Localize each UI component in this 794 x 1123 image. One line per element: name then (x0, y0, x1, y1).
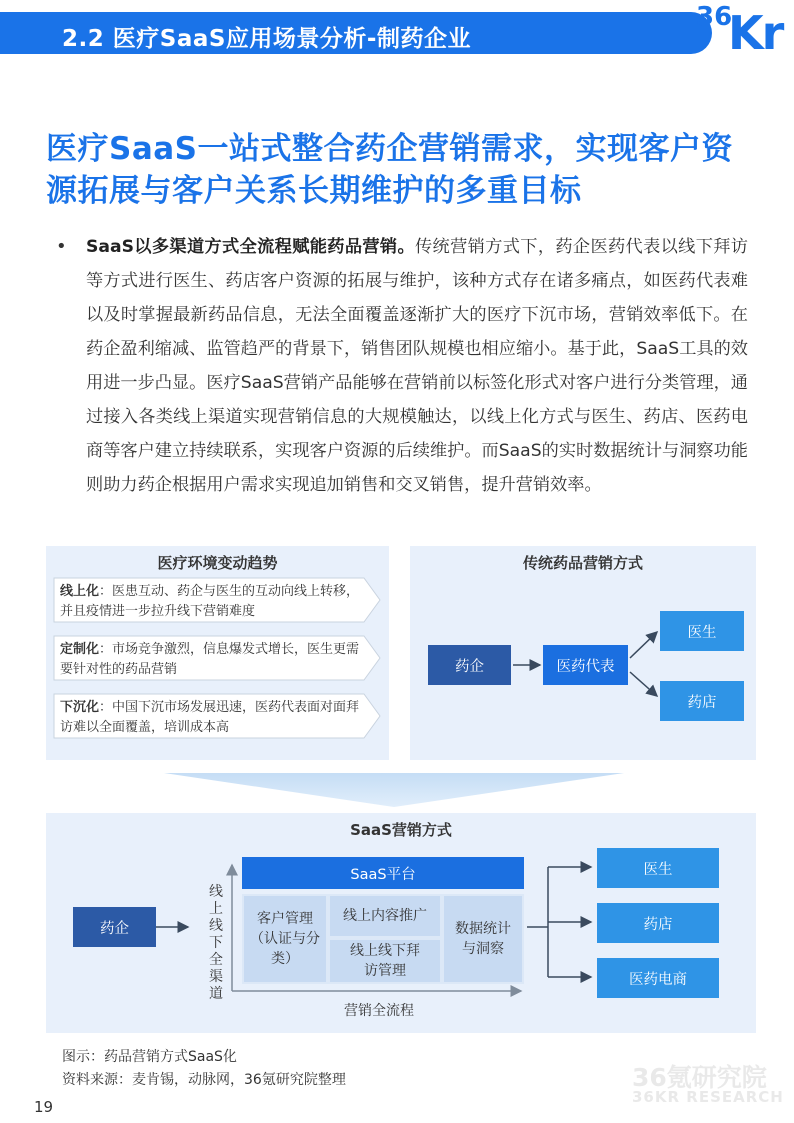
crm-module: 客户管理（认证与分类） (244, 896, 326, 982)
trend-item-1 (60, 582, 360, 622)
logo-36: 36 (696, 2, 733, 32)
trend-desc-3: ：中国下沉市场发展迅速，医药代表面对面拜访难以全面覆盖，培训成本高 (60, 700, 360, 735)
page-number: 19 (34, 1098, 54, 1116)
saas-pharma-box: 药企 (73, 907, 156, 947)
bullet-paragraph (86, 230, 748, 502)
saas-target-pharmacy: 药店 (597, 903, 719, 943)
saas-target-ecommerce: 医药电商 (597, 958, 719, 998)
source-caption: 资料来源：麦肯锡，动脉网，36氪研究院整理 (62, 1072, 346, 1088)
logo-kr: Kr (728, 6, 783, 60)
section-title: 2.2 医疗SaaS应用场景分析-制药企业 (62, 26, 471, 52)
visit-management-module: 线上线下拜访管理 (330, 940, 440, 982)
figure-caption: 图示：药品营销方式SaaS化 (62, 1049, 237, 1065)
saas-panel-title: SaaS营销方式 (350, 821, 452, 839)
trend-term-3: 下沉化 (60, 700, 100, 715)
bullet-marker: • (56, 236, 67, 257)
trend-term-1: 线上化 (60, 584, 100, 599)
watermark-en: 36KR RESEARCH (632, 1088, 784, 1106)
trend-term-2: 定制化 (60, 642, 100, 657)
saas-platform-box: SaaS平台 (242, 857, 524, 889)
traditional-panel-title: 传统药品营销方式 (522, 554, 643, 572)
trend-desc-2: ：市场竞争激烈，信息爆发式增长，医生更需要针对性的药品营销 (60, 642, 360, 677)
bullet-lead: SaaS以多渠道方式全流程赋能药品营销。 (86, 237, 416, 257)
watermark-cn: 36氪研究院 (632, 1063, 767, 1092)
online-promo-module: 线上内容推广 (330, 896, 440, 936)
trends-panel-title: 医疗环境变动趋势 (157, 554, 278, 572)
process-label: 营销全流程 (344, 1003, 414, 1019)
funnel-arrow (164, 773, 624, 807)
analytics-module: 数据统计与洞察 (444, 896, 522, 982)
bullet-text: 传统营销方式下，药企医药代表以线下拜访等方式进行医生、药店客户资源的拓展与维护，该种方式存在诸多痛点，如医药代表难以及时掌握最新药品信息，无法全面覆盖逐渐扩大的医疗下沉市场，营销效率低下。在药企盈利缩减、监管趋严的背景下，销售团队规模也相应缩小。基于此，SaaS工具的效用进一步凸显。医疗SaaS营销产品能够在营销前以标签化形式对客户进行分类管理，通过接入各类线上渠道实现营销信息的大规模触达，以线上化方式与医生、药店、医药电商等客户建立持续联系，实现客户资源的后续维护。而SaaS的实时数据统计与洞察功能则助力药企根据用户需求实现追加销售和交叉销售，提升营销效率。 (86, 237, 748, 495)
saas-target-doctor: 医生 (597, 848, 719, 888)
trend-desc-1: ：医患互动、药企与医生的互动向线上转移，并且疫情进一步拉升线下营销难度 (60, 584, 360, 619)
trend-item-2 (60, 640, 360, 680)
traditional-rep-box: 医药代表 (543, 645, 628, 685)
traditional-doctor-box: 医生 (660, 611, 744, 651)
trend-item-3 (60, 698, 360, 738)
traditional-pharma-box: 药企 (428, 645, 511, 685)
traditional-pharmacy-box: 药店 (660, 681, 744, 721)
channel-label: 线上线下全渠道 (209, 884, 223, 1002)
headline: 医疗SaaS一站式整合药企营销需求，实现客户资源拓展与客户关系长期维护的多重目标 (46, 131, 733, 209)
